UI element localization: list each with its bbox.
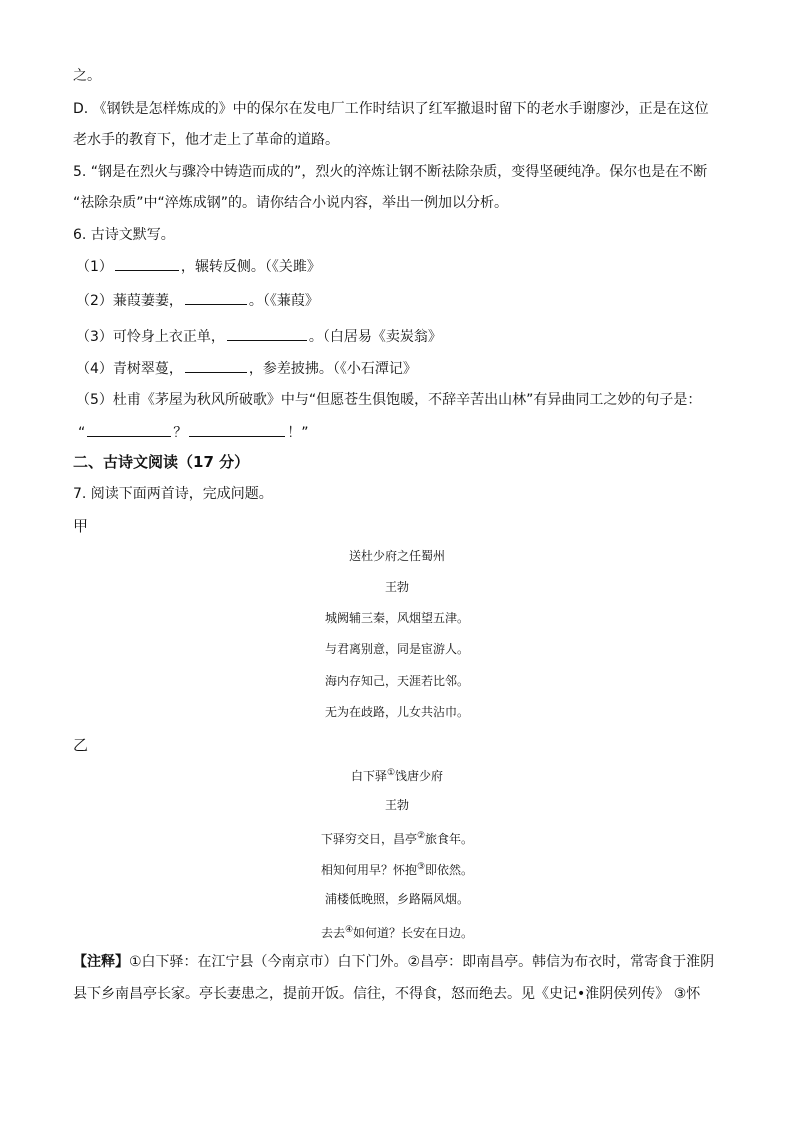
section-heading: 二、古诗文阅读（17 分）	[73, 453, 250, 471]
poem-a-line: 与君离别意，同是宦游人。	[324, 642, 469, 656]
notes-label: 【注释】	[73, 954, 129, 970]
dictation-item-1: （1） ，辗转反侧。（《关雎》	[76, 256, 321, 277]
notes-line: 【注释】①白下驿：在江宁县（今南京市）白下门外。②昌亭：即南昌亭。韩信为布衣时，常寄食于淮阴	[73, 954, 715, 970]
text-line: D. 《钢铁是怎样炼成的》中的保尔在发电厂工作时结识了红军撤退时留下的老水手谢廖沙，正是在这位	[73, 101, 709, 117]
poem-a-title: 送杜少府之任蜀州	[348, 549, 445, 563]
answer-blank[interactable]	[185, 290, 247, 305]
poem-a-label: 甲	[73, 517, 89, 535]
poem-b-line: 下驿穷交日，昌亭②旅食年。	[320, 831, 474, 846]
answer-blank[interactable]	[115, 256, 179, 271]
question-7: 7. 阅读下面两首诗，完成问题。	[73, 486, 273, 502]
text-line: “祛除杂质”中“淬炼成钢”的。请你结合小说内容，举出一例加以分析。	[73, 195, 509, 211]
dictation-item-4: （4）青树翠蔓， ，参差披拂。（《小石潭记》	[76, 358, 417, 379]
poem-b-line: 相知何用早？怀抱③即依然。	[320, 862, 474, 877]
dictation-item-5-blanks: “ ？ ！”	[78, 422, 309, 443]
question-6: 6. 古诗文默写。	[73, 227, 175, 243]
poem-a-line: 无为在歧路，儿女共沾巾。	[324, 705, 469, 719]
poem-b-author: 王勃	[384, 798, 409, 812]
answer-blank[interactable]	[185, 358, 247, 373]
text-line: 之。	[73, 68, 101, 84]
notes-line: 县下乡南昌亭长家。亭长妻患之，提前开饭。信往，不得食，怒而绝去。见《史记•淮阴侯列传》 ③怀	[73, 986, 701, 1002]
poem-a-author: 王勃	[384, 580, 409, 594]
poem-b-line: 去去④如何道？长安在日边。	[320, 925, 474, 940]
dictation-item-2: （2）蒹葭萋萋， 。（《蒹葭》	[76, 290, 319, 311]
text-line: 老水手的教育下，他才走上了革命的道路。	[73, 132, 339, 148]
answer-blank[interactable]	[87, 422, 171, 437]
poem-b-label: 乙	[73, 736, 89, 754]
poem-a-line: 海内存知己，天涯若比邻。	[324, 674, 469, 688]
answer-blank[interactable]	[227, 326, 307, 341]
dictation-item-3: （3）可怜身上衣正单， 。（白居易《卖炭翁》	[76, 326, 442, 347]
poem-b-line: 浦楼低晚照，乡路隔风烟。	[324, 892, 469, 906]
poem-a-line: 城阙辅三秦，风烟望五津。	[324, 611, 469, 625]
dictation-item-5: （5）杜甫《茅屋为秋风所破歌》中与“但愿苍生俱饱暖，不辞辛苦出山林”有异曲同工之妙的句子是：	[76, 392, 702, 408]
poem-b-title: 白下驿①饯唐少府	[350, 768, 444, 783]
answer-blank[interactable]	[189, 422, 285, 437]
question-5: 5. “钢是在烈火与骤冷中铸造而成的”，烈火的淬炼让钢不断祛除杂质，变得坚硬纯净。保尔也是在不断	[73, 164, 708, 180]
